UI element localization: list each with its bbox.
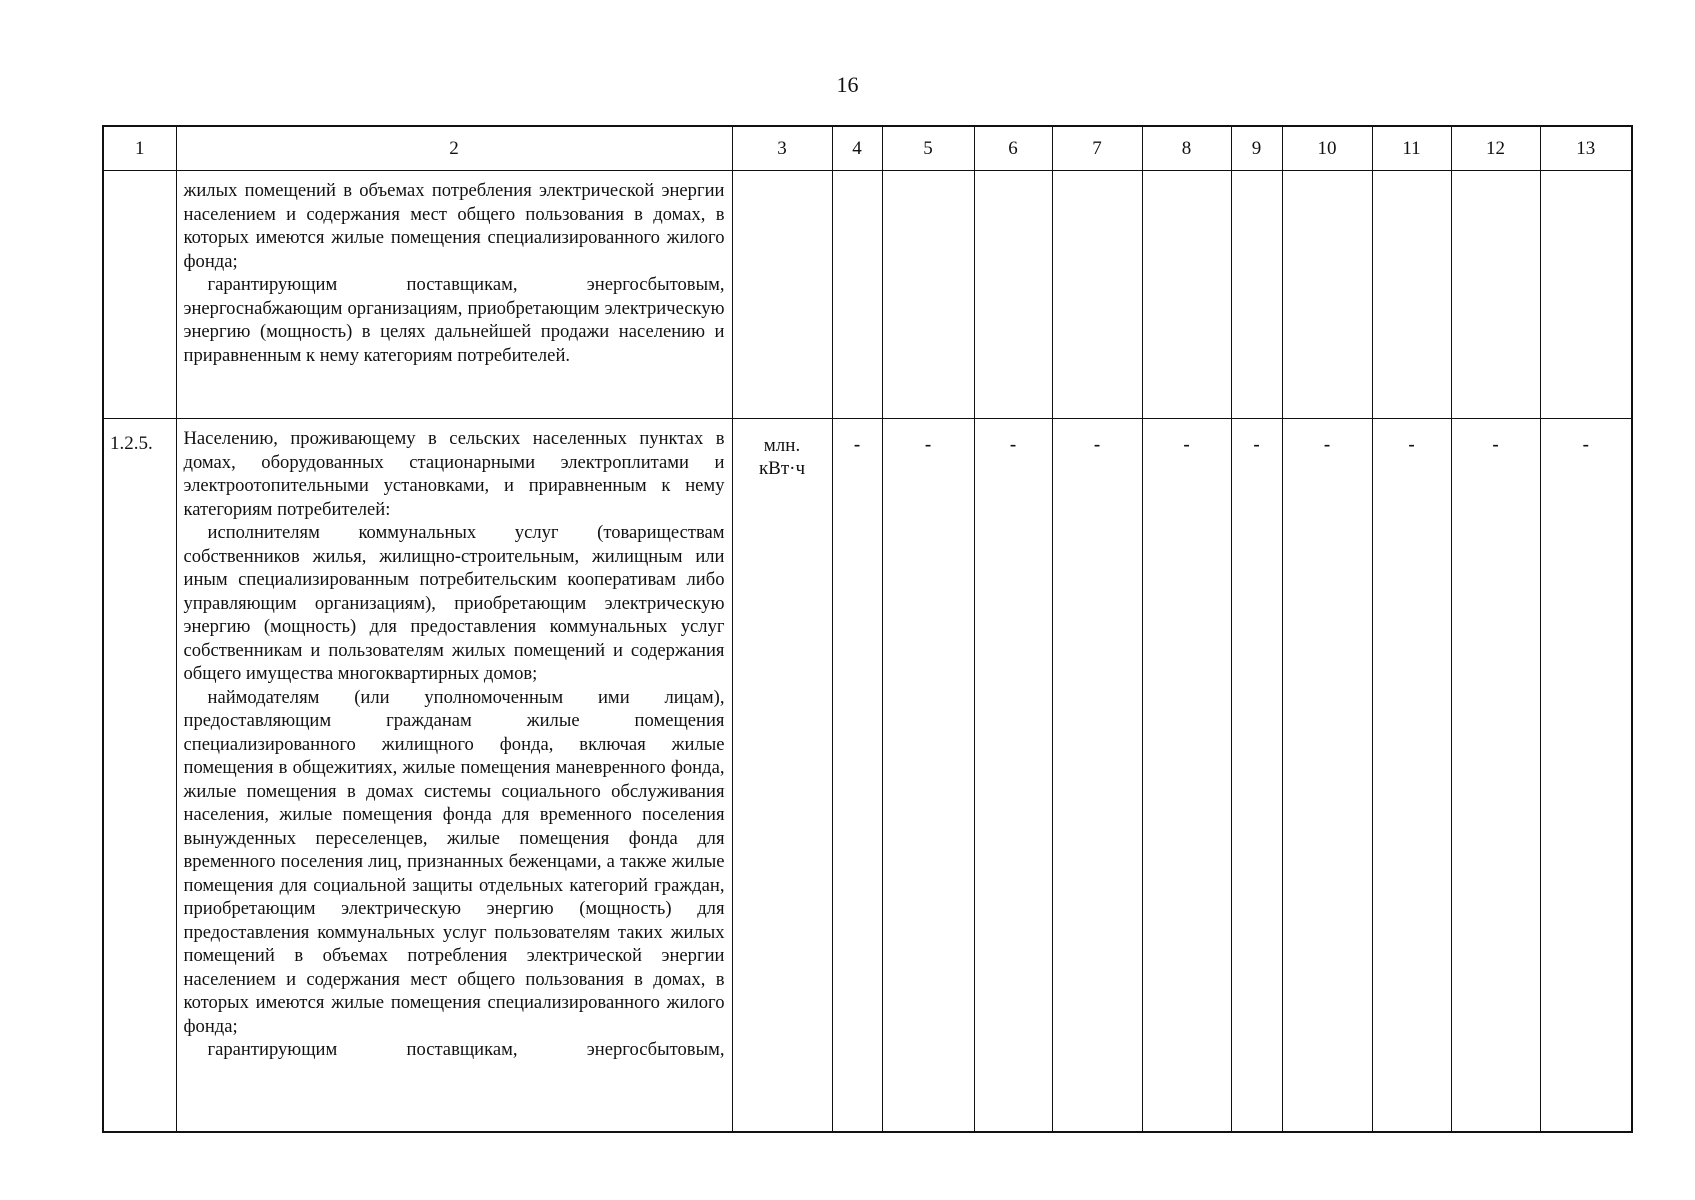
header-row	[103, 126, 1632, 171]
column-header: 9	[1231, 126, 1282, 171]
value-cell: -	[1372, 419, 1451, 1133]
description-paragraph: наймодателям (или уполномоченным ими лицам), предоставляющим гражданам жилые помещения специализированного жилищного фонда, включая жилые помещения в общежитиях, жилые помещения маневренного фонда, жилые помещения в домах системы социального обслуживания населения, жилые помещения фонда для временного поселения вынужденных переселенцев, жилые помещения фонда для временного поселения лиц, признанных беженцами, а также жилые помещения для социальной защиты отдельных категорий граждан, приобретающим электрическую энергию (мощность) для предоставления коммунальных услуг пользователям таких жилых помещений в объемах потребления электрической энергии населением и содержания мест общего пользования в домах, в которых имеются жилые помещения специализированного жилого фонда;	[183, 686, 725, 1037]
value-cell: -	[1540, 419, 1632, 1133]
column-header: 5	[882, 126, 974, 171]
row-description-cell	[176, 419, 732, 1133]
value-cell: -	[882, 419, 974, 1133]
unit-line: млн.	[763, 435, 801, 456]
column-header: 11	[1372, 126, 1451, 171]
value-cell: -	[1231, 419, 1282, 1133]
value-cell: -	[1142, 419, 1231, 1133]
column-header: 1	[103, 126, 176, 171]
column-header: 12	[1451, 126, 1540, 171]
page-number: 16	[836, 72, 859, 97]
row-number-cell: 1.2.5.	[103, 419, 176, 1133]
row-description-cell	[176, 171, 732, 419]
column-header: 13	[1540, 126, 1632, 171]
column-header: 3	[732, 126, 832, 171]
column-header: 6	[974, 126, 1052, 171]
value-cell	[882, 171, 974, 419]
column-header: 7	[1052, 126, 1142, 171]
unit-cell	[732, 419, 832, 1133]
value-cell	[1282, 171, 1372, 419]
value-cell	[1451, 171, 1540, 419]
value-cell	[832, 171, 882, 419]
table-row	[103, 419, 1632, 1133]
data-table	[102, 125, 1633, 1133]
description-paragraph: Населению, проживающему в сельских населенных пунктах в домах, оборудованных стационарными электроплитами и электроотопительными установками, и приравненным к нему категориям потребителей:	[183, 428, 725, 520]
description-paragraph: гарантирующим поставщикам, энергосбытовым,	[207, 1039, 725, 1060]
value-cell: -	[1052, 419, 1142, 1133]
value-cell	[1372, 171, 1451, 419]
unit-line: кВт·ч	[758, 458, 806, 479]
description-paragraph: жилых помещений в объемах потребления электрической энергии населением и содержания мест общего пользования в домах, в которых имеются жилые помещения специализированного жилого фонда;	[183, 180, 725, 272]
column-header: 8	[1142, 126, 1231, 171]
value-cell: -	[974, 419, 1052, 1133]
value-cell	[1231, 171, 1282, 419]
unit-cell	[732, 171, 832, 419]
value-cell: -	[1451, 419, 1540, 1133]
value-cell: -	[832, 419, 882, 1133]
column-header: 10	[1282, 126, 1372, 171]
column-header: 4	[832, 126, 882, 171]
value-cell	[1052, 171, 1142, 419]
column-header: 2	[176, 126, 732, 171]
value-cell	[1540, 171, 1632, 419]
row-number-cell	[103, 171, 176, 419]
value-cell	[974, 171, 1052, 419]
value-cell	[1142, 171, 1231, 419]
description-paragraph: гарантирующим поставщикам, энергосбытовым, энергоснабжающим организациям, приобретающим электрическую энергию (мощность) в целях дальнейшей продажи населению и приравненным к нему категориям потребителей.	[183, 274, 725, 366]
description-paragraph: исполнителям коммунальных услуг (товариществам собственников жилья, жилищно-строительным, жилищным или иным специализированным потребительским кооперативам либо управляющим организациям), приобретающим электрическую энергию (мощность) для предоставления коммунальных услуг собственникам и пользователям жилых помещений и содержания общего имущества многоквартирных домов;	[183, 522, 725, 684]
value-cell: -	[1282, 419, 1372, 1133]
table-row	[103, 171, 1632, 419]
